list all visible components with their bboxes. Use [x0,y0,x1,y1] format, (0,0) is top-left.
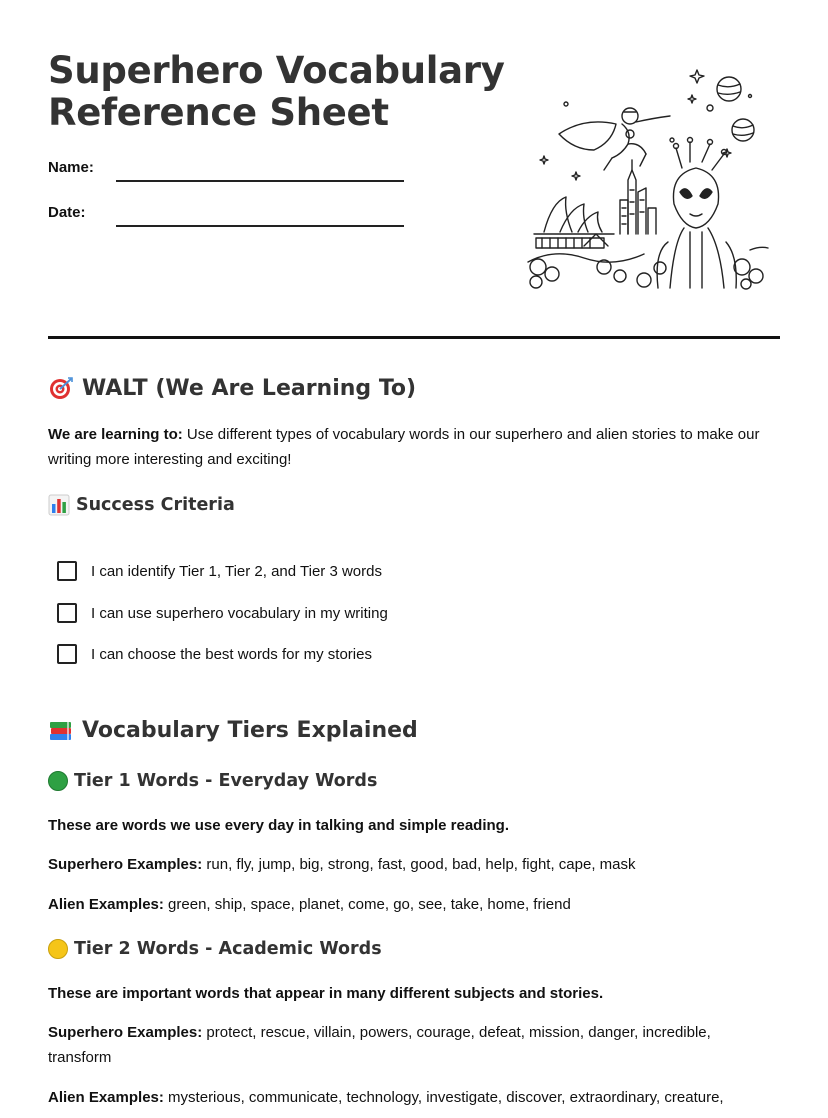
criteria-label: I can use superhero vocabulary in my writing [91,604,388,622]
name-label: Name: [48,159,94,176]
alien-examples-words: mysterious, communicate, technology, investigate, discover, extraordinary, creature, [163,1089,724,1106]
superhero-alien-illustration [524,62,774,292]
alien-examples-words: green, ship, space, planet, come, go, see, take, home, friend [163,896,571,913]
success-criteria-item[interactable] [57,603,388,623]
walt-text: Use different types of vocabulary words in our superhero and alien stories to make our writing more interesting and exciting! [48,426,760,468]
success-heading-text: Success Criteria [76,495,235,515]
tier2-heading-text: Tier 2 Words - Academic Words [74,939,382,959]
page-title [48,50,505,134]
date-field[interactable] [116,225,404,227]
books-icon [48,717,74,743]
tier2-description: These are important words that appear in many different subjects and stories. [48,985,604,1002]
checkbox[interactable] [57,561,77,581]
tier2-alien-examples [48,1085,783,1118]
success-criteria-item[interactable] [57,644,372,664]
checkbox[interactable] [57,603,77,623]
tier1-alien-examples [48,892,783,917]
tier2-superhero-examples [48,1020,738,1070]
superhero-examples-words: run, fly, jump, big, strong, fast, good, bad, help, fight, cape, mask [202,856,636,873]
name-field[interactable] [116,180,404,182]
walt-heading-text: WALT (We Are Learning To) [82,375,417,401]
bar-chart-icon [48,494,70,516]
tier1-heading-text: Tier 1 Words - Everyday Words [74,771,378,791]
yellow-circle-icon [48,939,68,959]
alien-examples-label: Alien Examples: [48,896,164,913]
alien-examples-label: Alien Examples: [48,1089,164,1106]
header-divider [48,336,780,339]
walt-lead: We are learning to: [48,426,183,443]
criteria-label: I can choose the best words for my stories [91,645,372,663]
success-heading [48,494,235,516]
superhero-examples-words: protect, rescue, villain, powers, courage, defeat, mission, danger, incredible, transform [48,1024,711,1066]
criteria-label: I can identify Tier 1, Tier 2, and Tier 3 words [91,562,382,580]
walt-heading [48,375,416,401]
tier2-heading [48,939,382,959]
date-label: Date: [48,204,86,221]
superhero-examples-label: Superhero Examples: [48,856,203,873]
target-icon [48,375,74,401]
title-line-1: Superhero Vocabulary [48,49,505,92]
tier1-heading [48,771,377,791]
tier1-superhero-examples [48,852,783,877]
tiers-heading [48,717,418,743]
walt-paragraph [48,422,783,472]
title-line-2: Reference Sheet [48,91,389,134]
success-criteria-item[interactable] [57,561,382,581]
tier1-description: These are words we use every day in talking and simple reading. [48,817,510,834]
green-circle-icon [48,771,68,791]
superhero-examples-label: Superhero Examples: [48,1024,203,1041]
tiers-heading-text: Vocabulary Tiers Explained [82,717,418,743]
checkbox[interactable] [57,644,77,664]
